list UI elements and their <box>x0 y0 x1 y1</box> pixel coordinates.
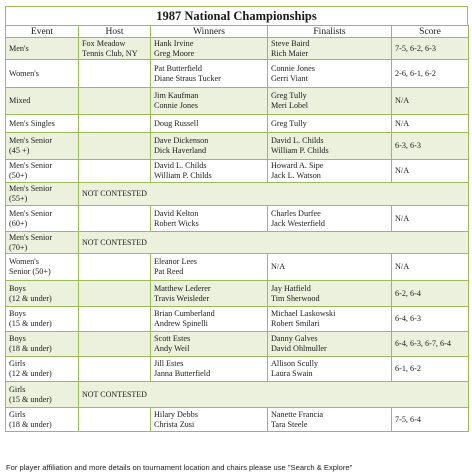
not-contested-cell <box>79 232 469 254</box>
host-cell <box>79 160 151 183</box>
not-contested-cell <box>79 382 469 408</box>
event-cell <box>6 60 79 88</box>
event-cell-line: Men's Senior <box>9 184 53 193</box>
score-cell-line: 6-2, 6-4 <box>395 288 421 298</box>
event-cell <box>6 357 79 382</box>
finalists-cell <box>268 332 392 357</box>
table-row <box>6 357 469 382</box>
score-cell <box>392 408 469 432</box>
finalists-cell-line: Greg Tully <box>271 91 307 100</box>
table-row <box>6 307 469 332</box>
header-winners: Winners <box>151 26 268 38</box>
winners-cell-line: Travis Weisleder <box>154 293 210 303</box>
not-contested-cell <box>79 183 469 206</box>
score-cell-line: 6-1, 6-2 <box>395 364 421 373</box>
event-cell-line: (18 & under) <box>9 419 52 429</box>
host-cell <box>79 38 151 60</box>
table-row <box>6 60 469 88</box>
event-cell-line: Men's Senior <box>9 161 53 170</box>
event-cell-line: (15 & under) <box>9 319 52 328</box>
table-row <box>6 133 469 160</box>
host-cell-line: Tennis Club, NY <box>82 48 138 58</box>
event-cell-line: (70+) <box>9 242 28 252</box>
host-cell <box>79 133 151 160</box>
header-event: Event <box>6 26 79 38</box>
event-cell-line: Men's <box>9 43 29 53</box>
finalists-cell-line: Connie Jones <box>271 63 315 73</box>
finalists-cell-line: Steve Baird <box>271 38 310 48</box>
header-score: Score <box>392 26 469 38</box>
finalists-cell-line: Jack L. Watson <box>271 171 321 180</box>
event-cell-line: Men's Senior <box>9 208 53 218</box>
score-cell <box>392 332 469 357</box>
table-row <box>6 206 469 232</box>
finalists-cell-line: Danny Galves <box>271 334 318 343</box>
winners-cell-line: Diane Straus Tucker <box>154 73 221 83</box>
score-cell <box>392 281 469 307</box>
winners-cell-line: David Kelton <box>154 208 199 218</box>
not-contested-cell-line: NOT CONTESTED <box>82 189 147 198</box>
finalists-cell-line: Howard A. Sipe <box>271 161 324 170</box>
winners-cell <box>151 115 268 133</box>
winners-cell <box>151 60 268 88</box>
winners-cell-line: Brian Cumberland <box>154 309 215 318</box>
winners-cell <box>151 307 268 332</box>
event-cell <box>6 115 79 133</box>
finalists-cell <box>268 133 392 160</box>
event-cell-line: Men's Singles <box>9 118 55 128</box>
event-cell-line: Girls <box>9 384 26 394</box>
finalists-cell-line: Rich Maier <box>271 48 309 58</box>
score-cell-line: 6-4, 6-3, 6-7, 6-4 <box>395 339 451 348</box>
score-cell <box>392 60 469 88</box>
finalists-cell-line: David L. Childs <box>271 136 324 145</box>
finalists-cell-line: Tim Sherwood <box>271 293 320 303</box>
winners-cell-line: Matthew Lederer <box>154 283 211 293</box>
winners-cell-line: Pat Reed <box>154 267 184 276</box>
score-cell-line: 6-3, 6-3 <box>395 141 421 150</box>
event-cell-line: Women's <box>9 68 39 78</box>
event-cell-line: (12 & under) <box>9 293 52 303</box>
host-cell <box>79 332 151 357</box>
score-cell-line: N/A <box>395 213 410 223</box>
finalists-cell-line: Robert Smilari <box>271 319 320 328</box>
event-cell-line: (50+) <box>9 171 28 180</box>
winners-cell-line: Dave Dickenson <box>154 136 209 145</box>
host-cell <box>79 60 151 88</box>
page-title: 1987 National Championships <box>5 6 468 25</box>
event-cell <box>6 88 79 115</box>
event-cell <box>6 160 79 183</box>
host-cell <box>79 206 151 232</box>
winners-cell-line: David L. Childs <box>154 161 207 170</box>
score-cell <box>392 357 469 382</box>
finalists-cell <box>268 357 392 382</box>
score-cell-line: 7-5, 6-4 <box>395 414 421 424</box>
finalists-cell <box>268 307 392 332</box>
score-cell-line: N/A <box>395 96 410 105</box>
finalists-cell-line: N/A <box>271 262 286 271</box>
winners-cell-line: Andy Weil <box>154 344 190 353</box>
table-row <box>6 88 469 115</box>
event-cell-line: (60+) <box>9 218 28 228</box>
winners-cell <box>151 88 268 115</box>
winners-cell <box>151 281 268 307</box>
event-cell <box>6 408 79 432</box>
event-cell-line: (45 +) <box>9 146 30 155</box>
score-cell <box>392 160 469 183</box>
score-cell <box>392 254 469 281</box>
host-cell <box>79 115 151 133</box>
finalists-cell <box>268 160 392 183</box>
winners-cell-line: Robert Wicks <box>154 218 199 228</box>
winners-cell <box>151 357 268 382</box>
host-cell <box>79 281 151 307</box>
finalists-cell-line: Jack Westerfield <box>271 218 325 228</box>
winners-cell-line: Pat Butterfield <box>154 63 202 73</box>
finalists-cell <box>268 408 392 432</box>
event-cell-line: (55+) <box>9 194 28 203</box>
finalists-cell-line: William P. Childs <box>271 146 329 155</box>
championship-sheet <box>5 6 468 432</box>
winners-cell-line: Hank Irvine <box>154 38 194 48</box>
table-row <box>6 281 469 307</box>
finalists-cell-line: Jay Hatfield <box>271 283 311 293</box>
host-cell <box>79 408 151 432</box>
event-cell <box>6 206 79 232</box>
event-cell-line: (12 & under) <box>9 369 52 378</box>
event-cell-line: Women's <box>9 257 39 266</box>
finalists-cell-line: Allison Scully <box>271 359 319 368</box>
event-cell <box>6 232 79 254</box>
score-cell-line: N/A <box>395 262 410 271</box>
host-cell <box>79 88 151 115</box>
winners-cell-line: Scott Estes <box>154 334 191 343</box>
event-cell-line: Men's Senior <box>9 232 53 242</box>
winners-cell-line: Jill Estes <box>154 359 184 368</box>
table-row <box>6 38 469 60</box>
table-row <box>6 408 469 432</box>
winners-cell <box>151 332 268 357</box>
event-cell <box>6 133 79 160</box>
score-cell <box>392 133 469 160</box>
header-host: Host <box>79 26 151 38</box>
table-row <box>6 254 469 281</box>
not-contested-cell-line: NOT CONTESTED <box>82 237 147 247</box>
winners-cell-line: Dick Haverland <box>154 146 207 155</box>
winners-cell-line: Andrew Spinelli <box>154 319 208 328</box>
winners-cell-line: Christa Zusi <box>154 419 195 429</box>
event-cell-line: Senior (50+) <box>9 267 51 276</box>
finalists-cell-line: Charles Durfee <box>271 208 321 218</box>
event-cell <box>6 307 79 332</box>
host-cell-line: Fox Meadow <box>82 38 126 48</box>
header-row <box>6 26 469 38</box>
winners-cell <box>151 38 268 60</box>
score-cell <box>392 307 469 332</box>
finalists-cell-line: Michael Laskowski <box>271 309 336 318</box>
score-cell-line: 7-5, 6-2, 6-3 <box>395 43 436 53</box>
winners-cell-line: Doug Russell <box>154 118 199 128</box>
event-cell <box>6 183 79 206</box>
event-cell-line: (18 & under) <box>9 344 52 353</box>
winners-cell <box>151 160 268 183</box>
finalists-cell <box>268 254 392 281</box>
host-cell <box>79 254 151 281</box>
host-cell <box>79 307 151 332</box>
event-cell-line: Boys <box>9 334 26 343</box>
winners-cell-line: Connie Jones <box>154 101 198 110</box>
winners-cell-line: Eleanor Lees <box>154 257 197 266</box>
winners-cell <box>151 254 268 281</box>
event-cell-line: Mixed <box>9 96 31 105</box>
table-row <box>6 232 469 254</box>
finalists-cell-line: Greg Tully <box>271 118 307 128</box>
table-row <box>6 382 469 408</box>
finalists-cell <box>268 281 392 307</box>
finalists-cell <box>268 88 392 115</box>
winners-cell <box>151 133 268 160</box>
finalists-cell-line: Meri Lobel <box>271 101 309 110</box>
event-cell-line: Girls <box>9 359 26 368</box>
results-body <box>6 38 469 432</box>
not-contested-cell-line: NOT CONTESTED <box>82 389 147 399</box>
score-cell-line: 2-6, 6-1, 6-2 <box>395 68 436 78</box>
finalists-cell <box>268 60 392 88</box>
finalists-cell-line: David Ohlmuller <box>271 344 327 353</box>
winners-cell-line: Janna Butterfield <box>154 369 211 378</box>
event-cell-line: Boys <box>9 309 26 318</box>
finalists-cell-line: Gerri Viant <box>271 73 308 83</box>
score-cell-line: N/A <box>395 166 410 175</box>
winners-cell-line: Greg Moore <box>154 48 195 58</box>
table-row <box>6 160 469 183</box>
winners-cell <box>151 206 268 232</box>
event-cell <box>6 38 79 60</box>
score-cell-line: 6-4, 6-3 <box>395 314 421 323</box>
finalists-cell-line: Tara Steele <box>271 419 308 429</box>
finalists-cell-line: Nanette Francia <box>271 409 324 419</box>
score-cell-line: N/A <box>395 118 410 128</box>
header-finalists: Finalists <box>268 26 392 38</box>
winners-cell <box>151 408 268 432</box>
score-cell <box>392 38 469 60</box>
event-cell-line: Boys <box>9 283 26 293</box>
event-cell <box>6 281 79 307</box>
event-cell-line: Girls <box>9 409 26 419</box>
score-cell <box>392 88 469 115</box>
finalists-cell <box>268 38 392 60</box>
finalists-cell <box>268 115 392 133</box>
event-cell-line: Men's Senior <box>9 136 53 145</box>
event-cell <box>6 332 79 357</box>
winners-cell-line: William P. Childs <box>154 171 212 180</box>
finalists-cell-line: Laura Swain <box>271 369 313 378</box>
score-cell <box>392 115 469 133</box>
table-row <box>6 183 469 206</box>
winners-cell-line: Hilary Debbs <box>154 409 198 419</box>
results-table <box>5 25 469 432</box>
winners-cell-line: Jim Kaufman <box>154 91 199 100</box>
finalists-cell <box>268 206 392 232</box>
score-cell <box>392 206 469 232</box>
footnote: For player affiliation and more details on tournament location and chairs please use "Search & Explore" <box>6 463 353 472</box>
event-cell <box>6 254 79 281</box>
table-row <box>6 332 469 357</box>
event-cell <box>6 382 79 408</box>
event-cell-line: (15 & under) <box>9 394 52 404</box>
table-row <box>6 115 469 133</box>
host-cell <box>79 357 151 382</box>
